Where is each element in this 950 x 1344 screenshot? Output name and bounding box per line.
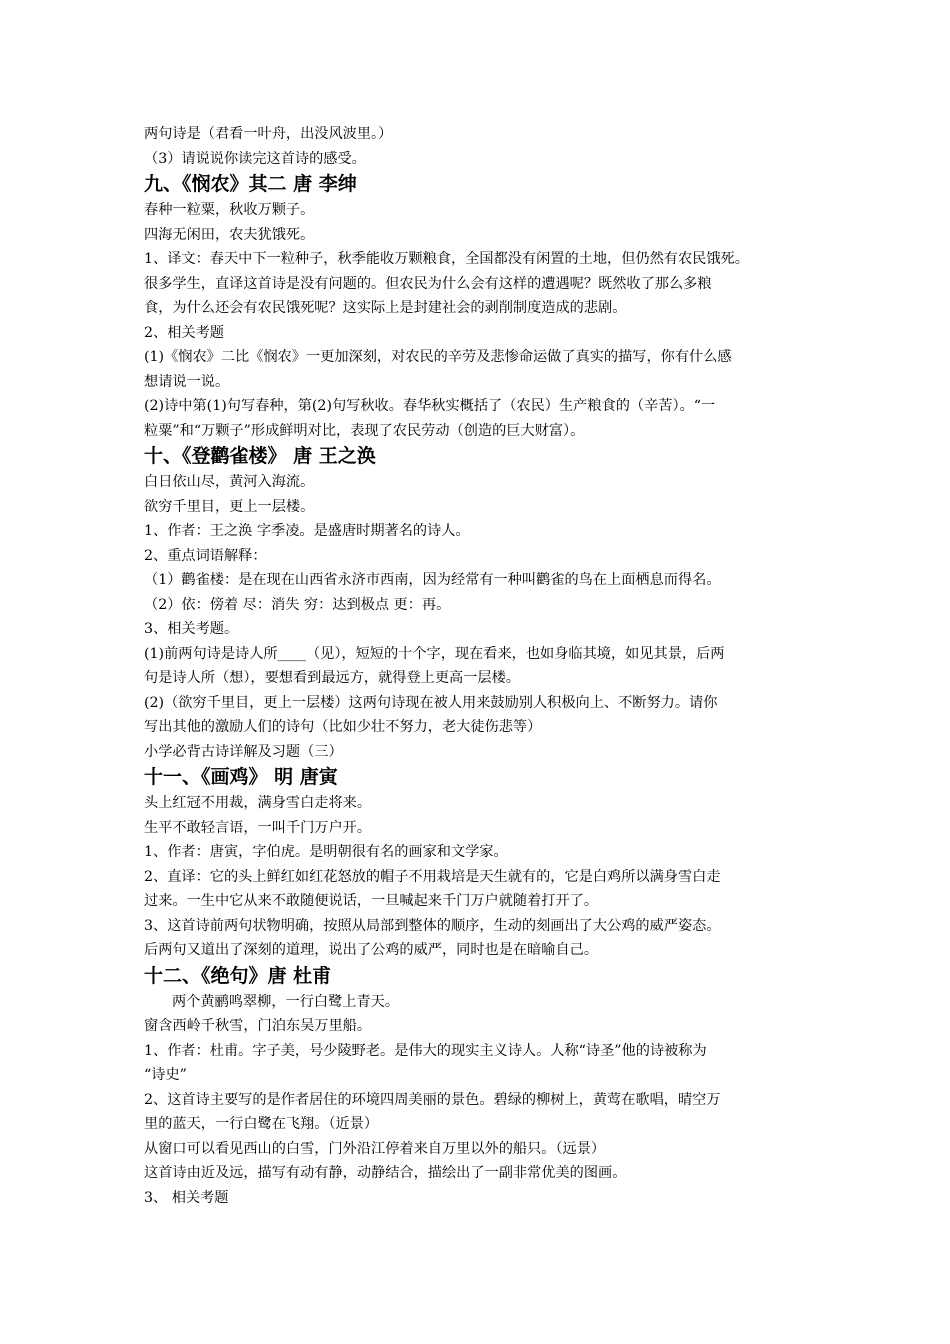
text-line: 1、作者：王之涣 字季凌。是盛唐时期著名的诗人。 [144,523,470,539]
section-heading: 十一、《画鸡》 明 唐寅 [144,766,338,788]
text-line: 3、这首诗前两句状物明确，按照从局部到整体的顺序，生动的刻画出了大公鸡的威严姿态。 [144,917,721,934]
text-line: “诗史” [144,1067,187,1083]
text-line: 1、作者：杜甫。字子美，号少陵野老。是伟大的现实主义诗人。人称“诗圣”他的诗被称为 [144,1042,707,1059]
text-line: （3）请说说你读完这首诗的感受。 [144,150,366,167]
section-heading: 九、《悯农》其二 唐 李绅 [144,173,357,195]
text-line: 生平不敢轻言语，一叫千门万户开。 [144,819,372,836]
text-line: 欲穷千里目，更上一层楼。 [144,498,315,515]
text-line: 句是诗人所（想），要想看到最远方，就得登上更高一层楼。 [144,670,520,686]
text-line: 食，为什么还会有农民饿死呢？这实际上是封建社会的剥削制度造成的悲剧。 [144,300,627,316]
section-heading: 十、《登鹳雀楼》 唐 王之涣 [144,445,376,467]
section-heading: 十二、《绝句》唐 杜甫 [144,964,332,987]
text-line: 2、相关考题 [144,324,224,341]
text-line: 2、直译：它的头上鲜红如红花怒放的帽子不用栽培是天生就有的，它是白鸡所以满身雪白走 [144,868,721,885]
text-line: (1)前两句诗是诗人所____（见），短短的十个字，现在看来，也如身临其境，如见其景，后两 [144,645,725,662]
document-page [144,122,824,1210]
text-line: 3、相关考题。 [144,621,239,637]
text-line: 四海无闲田，农夫犹饿死。 [144,226,315,243]
text-line: 后两句又道出了深刻的道理，说出了公鸡的威严，同时也是在暗喻自己。 [144,942,599,958]
text-line: 1、译文：春天中下一粒种子，秋季能收万颗粮食，全国都没有闲置的土地，但仍然有农民饿死。 [144,251,749,267]
text-line: 3、 相关考题 [144,1189,229,1206]
text-line: 这首诗由近及远，描写有动有静，动静结合，描绘出了一副非常优美的图画。 [144,1165,627,1181]
text-line: 想请说一说。 [144,373,230,390]
text-line: (1)《悯农》二比《悯农》一更加深刻，对农民的辛劳及悲惨命运做了真实的描写，你有什么感 [144,349,732,365]
text-line: 2、这首诗主要写的是作者居住的环境四周美丽的景色。碧绿的柳树上，黄莺在歌唱，晴空万 [144,1091,721,1108]
text-line: 头上红冠不用裁，满身雪白走将来。 [144,795,372,811]
text-line: 粒粟”和“万颗子”形成鲜明对比，表现了农民劳动（创造的巨大财富）。 [144,422,585,439]
text-line: 春种一粒粟，秋收万颗子。 [144,202,315,218]
text-line: （1）鹳雀楼：是在现在山西省永济市西南，因为经常有一种叫鹳雀的鸟在上面栖息而得名。 [144,572,721,588]
text-line: 白日依山尽，黄河入海流。 [144,474,315,490]
text-line: 写出其他的激励人们的诗句（比如少壮不努力，老大徒伤悲等） [144,719,542,735]
text-line: (2)诗中第(1)句写春种，第(2)句写秋收。春华秋实概括了（农民）生产粮食的（辛苦）。“一 [144,398,716,414]
text-line: 窗含西岭千秋雪，门泊东吴万里船。 [144,1018,372,1034]
text-line: 过来。一生中它从来不敢随便说话，一旦喊起来千门万户就随着打开了。 [144,893,599,909]
text-line: (2)（欲穷千里目，更上一层楼）这两句诗现在被人用来鼓励别人积极向上、不断努力。请你 [144,694,718,711]
text-line: 里的蓝天，一行白鹭在飞翔。（近景） [144,1116,379,1132]
text-line: 2、重点词语解释： [144,547,267,564]
text-line: 从窗口可以看见西山的白雪，门外沿江停着来自万里以外的船只。（远景） [144,1140,606,1157]
text-line: 小学必背古诗详解及习题（三） [144,743,343,760]
text-line: 1、作者：唐寅，字伯虎。是明朝很有名的画家和文学家。 [144,844,508,860]
text-line: （2）依：傍着 尽：消失 穷：达到极点 更：再。 [144,596,451,613]
text-line: 很多学生，直译这首诗是没有问题的。但农民为什么会有这样的遭遇呢？既然收了那么多粮 [144,275,712,292]
text-line: 两句诗是（君看一叶舟，出没风波里。） [144,126,393,142]
text-line: 两个黄鹂鸣翠柳，一行白鹭上青天。 [172,993,400,1010]
